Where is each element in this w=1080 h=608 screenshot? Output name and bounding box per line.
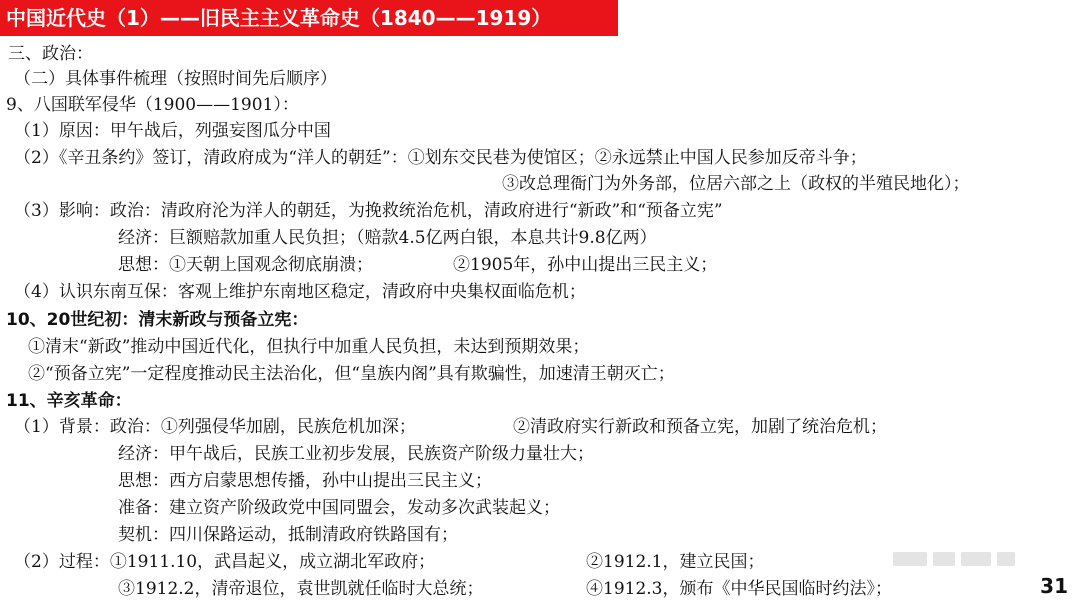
slide-title: 中国近代史（1）——旧民主主义革命史（1840——1919） — [0, 0, 618, 36]
text-line: 契机：四川保路运动，抵制清政府铁路国有； — [118, 525, 458, 545]
text-line: ①清末“新政”推动中国近代化，但执行中加重人民负担，未达到预期效果； — [28, 337, 590, 357]
blurred-watermark — [893, 548, 1038, 570]
text-line: 经济：甲午战后，民族工业初步发展，民族资产阶级力量壮大； — [118, 444, 594, 464]
text-line: 思想：西方启蒙思想传播，孙中山提出三民主义； — [118, 471, 492, 491]
subsection-heading: （二）具体事件梳理（按照时间先后顺序） — [14, 69, 337, 89]
text-line: （1）原因：甲午战后，列强妄图瓜分中国 — [14, 121, 331, 141]
text-line: ②1905年，孙中山提出三民主义； — [453, 255, 718, 275]
text-line: （2）《辛丑条约》签订，清政府成为“洋人的朝廷”：①划东交民巷为使馆区；②永远禁止中国人民参加反帝斗争； — [14, 148, 867, 168]
text-line: ③1912.2，清帝退位，袁世凯就任临时大总统； — [118, 579, 484, 599]
topic-10-heading: 10、20世纪初：清末新政与预备立宪： — [6, 310, 309, 330]
text-line: （4）认识东南互保：客观上维护东南地区稳定，清政府中央集权面临危机； — [14, 282, 586, 302]
topic-9-heading: 9、八国联军侵华（1900——1901）： — [6, 95, 299, 115]
text-line: 思想：①天朝上国观念彻底崩溃； — [118, 255, 373, 275]
text-line: 准备：建立资产阶级政党中国同盟会，发动多次武装起义； — [118, 498, 560, 518]
text-line: （2）过程：①1911.10，武昌起义，成立湖北军政府； — [14, 552, 436, 572]
text-line: （1）背景：政治：①列强侵华加剧，民族危机加深； — [14, 417, 416, 437]
text-line: ③改总理衙门为外务部，位居六部之上（政权的半殖民地化）； — [502, 174, 970, 194]
page-number: 31 — [1040, 574, 1068, 598]
section-heading: 三、政治： — [8, 44, 93, 64]
text-line: ②清政府实行新政和预备立宪，加剧了统治危机； — [513, 417, 887, 437]
topic-11-heading: 11、辛亥革命： — [6, 391, 132, 411]
text-line: ②1912.1，建立民国； — [586, 552, 765, 572]
text-line: ②“预备立宪”一定程度推动民主法治化，但“皇族内阁”具有欺骗性，加速清王朝灭亡； — [28, 364, 675, 384]
text-line: 经济：巨额赔款加重人民负担；（赔款4.5亿两白银，本息共计9.8亿两） — [118, 228, 657, 248]
text-line: ④1912.3，颁布《中华民国临时约法》； — [586, 579, 892, 599]
text-line: （3）影响：政治：清政府沦为洋人的朝廷，为挽救统治危机，清政府进行“新政”和“预备立宪” — [14, 201, 723, 221]
